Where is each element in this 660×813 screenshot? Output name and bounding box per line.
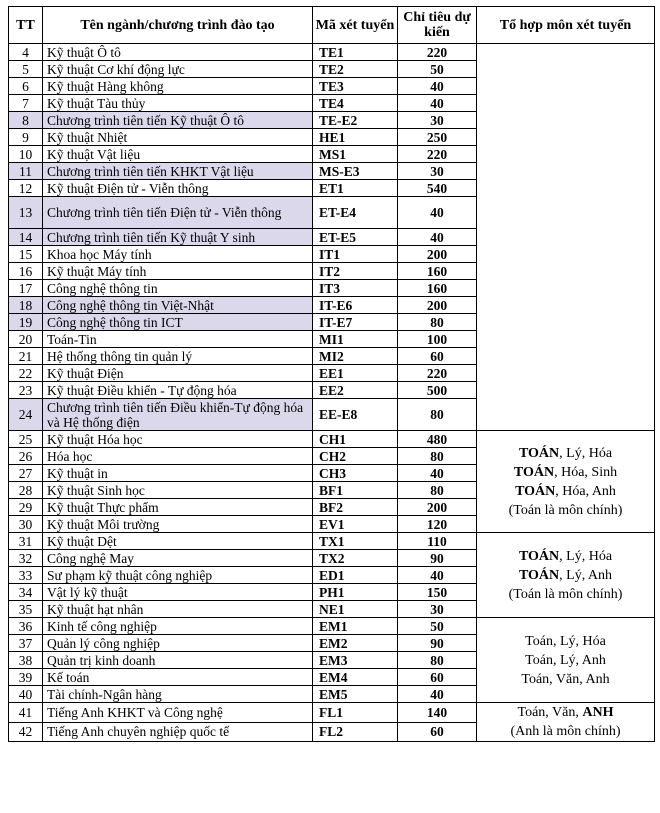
combo-rest: , Hóa, Anh	[555, 483, 616, 499]
row-code: EE2	[313, 382, 398, 399]
combo-main-subject: TOÁN	[518, 567, 560, 583]
combo-note: (Toán là môn chính)	[508, 586, 623, 602]
row-quota: 60	[398, 722, 477, 742]
row-tt: 42	[9, 722, 43, 742]
combo-line	[479, 482, 652, 501]
row-tt: 37	[9, 635, 43, 652]
row-code: TE1	[313, 44, 398, 61]
row-quota: 250	[398, 129, 477, 146]
row-quota: 90	[398, 635, 477, 652]
row-code: MS1	[313, 146, 398, 163]
row-tt: 29	[9, 499, 43, 516]
row-tt: 41	[9, 703, 43, 723]
row-code: CH2	[313, 448, 398, 465]
row-tt: 21	[9, 348, 43, 365]
row-program: Toán-Tin	[43, 331, 313, 348]
row-code: CH1	[313, 431, 398, 448]
row-code: HE1	[313, 129, 398, 146]
row-code: IT3	[313, 280, 398, 297]
row-program: Kỹ thuật Nhiệt	[43, 129, 313, 146]
row-tt: 4	[9, 44, 43, 61]
row-tt: 40	[9, 686, 43, 703]
row-program: Quản trị kinh doanh	[43, 652, 313, 669]
row-quota: 120	[398, 516, 477, 533]
row-quota: 50	[398, 618, 477, 635]
header-tt: TT	[9, 7, 43, 44]
row-tt: 13	[9, 197, 43, 229]
row-quota: 40	[398, 229, 477, 246]
row-quota: 90	[398, 550, 477, 567]
row-tt: 22	[9, 365, 43, 382]
table-row	[9, 533, 655, 550]
row-quota: 140	[398, 703, 477, 723]
row-tt: 24	[9, 399, 43, 431]
row-program: Chương trình tiên tiến Kỹ thuật Y sinh	[43, 229, 313, 246]
row-code: TE-E2	[313, 112, 398, 129]
row-code: ED1	[313, 567, 398, 584]
row-tt: 8	[9, 112, 43, 129]
row-code: BF1	[313, 482, 398, 499]
row-program: Kỹ thuật hạt nhân	[43, 601, 313, 618]
combo-group-chemistry	[477, 431, 655, 533]
combo-line	[479, 566, 652, 585]
row-program: Công nghệ May	[43, 550, 313, 567]
row-program: Kỹ thuật Điện tử - Viễn thông	[43, 180, 313, 197]
row-tt: 33	[9, 567, 43, 584]
combo-group-economics	[477, 618, 655, 703]
row-tt: 38	[9, 652, 43, 669]
row-quota: 200	[398, 246, 477, 263]
table-row	[9, 431, 655, 448]
row-program: Kinh tế công nghiệp	[43, 618, 313, 635]
row-quota: 480	[398, 431, 477, 448]
row-quota: 30	[398, 601, 477, 618]
combo-line	[479, 547, 652, 566]
combo-line	[479, 463, 652, 482]
row-code: FL1	[313, 703, 398, 723]
row-code: NE1	[313, 601, 398, 618]
row-program: Tiếng Anh KHKT và Công nghệ	[43, 703, 313, 723]
row-quota: 30	[398, 112, 477, 129]
combo-rest: , Hóa, Sinh	[554, 464, 618, 480]
row-program: Kỹ thuật in	[43, 465, 313, 482]
row-code: TX1	[313, 533, 398, 550]
row-code: CH3	[313, 465, 398, 482]
row-quota: 80	[398, 482, 477, 499]
row-program: Tiếng Anh chuyên nghiệp quốc tế	[43, 722, 313, 742]
combo-main-subject: TOÁN	[513, 464, 555, 480]
row-tt: 20	[9, 331, 43, 348]
row-quota: 100	[398, 331, 477, 348]
row-program: Kỹ thuật Hàng không	[43, 78, 313, 95]
combo-group-physics	[477, 533, 655, 618]
row-tt: 7	[9, 95, 43, 112]
row-program: Chương trình tiên tiến Kỹ thuật Ô tô	[43, 112, 313, 129]
row-tt: 27	[9, 465, 43, 482]
row-program: Chương trình tiên tiến KHKT Vật liệu	[43, 163, 313, 180]
row-program: Kế toán	[43, 669, 313, 686]
row-tt: 16	[9, 263, 43, 280]
row-code: EM2	[313, 635, 398, 652]
row-code: BF2	[313, 499, 398, 516]
row-tt: 28	[9, 482, 43, 499]
row-tt: 32	[9, 550, 43, 567]
row-code: TE2	[313, 61, 398, 78]
row-quota: 60	[398, 669, 477, 686]
row-code: TX2	[313, 550, 398, 567]
combo-line	[479, 444, 652, 463]
row-quota: 40	[398, 95, 477, 112]
header-code: Mã xét tuyển	[313, 7, 398, 44]
row-code: EE1	[313, 365, 398, 382]
row-code: EM3	[313, 652, 398, 669]
row-program: Kỹ thuật Tàu thủy	[43, 95, 313, 112]
row-quota: 40	[398, 567, 477, 584]
row-code: IT1	[313, 246, 398, 263]
row-code: EM1	[313, 618, 398, 635]
row-quota: 200	[398, 297, 477, 314]
row-program: Kỹ thuật Cơ khí động lực	[43, 61, 313, 78]
row-code: MI2	[313, 348, 398, 365]
combo-main-subject: TOÁN	[518, 548, 560, 564]
row-code: IT-E7	[313, 314, 398, 331]
row-program: Kỹ thuật Điều khiển - Tự động hóa	[43, 382, 313, 399]
row-program: Sư phạm kỹ thuật công nghiệp	[43, 567, 313, 584]
row-tt: 18	[9, 297, 43, 314]
row-code: TE3	[313, 78, 398, 95]
row-program: Kỹ thuật Môi trường	[43, 516, 313, 533]
row-program: Công nghệ thông tin ICT	[43, 314, 313, 331]
row-quota: 220	[398, 146, 477, 163]
row-tt: 14	[9, 229, 43, 246]
row-quota: 80	[398, 448, 477, 465]
row-quota: 540	[398, 180, 477, 197]
combo-main-subject: TOÁN	[515, 483, 556, 499]
admissions-table-container	[8, 6, 655, 742]
row-code: ET-E5	[313, 229, 398, 246]
row-quota: 30	[398, 163, 477, 180]
row-quota: 500	[398, 382, 477, 399]
row-quota: 50	[398, 61, 477, 78]
row-code: FL2	[313, 722, 398, 742]
row-tt: 39	[9, 669, 43, 686]
combo-line: Toán, Lý, Hóa	[525, 633, 606, 649]
row-tt: 15	[9, 246, 43, 263]
row-program: Chương trình tiên tiến Điều khiển-Tự động hóa và Hệ thống điện	[43, 399, 313, 431]
row-code: EM4	[313, 669, 398, 686]
row-tt: 25	[9, 431, 43, 448]
row-code: IT2	[313, 263, 398, 280]
row-quota: 40	[398, 197, 477, 229]
row-quota: 160	[398, 280, 477, 297]
table-row	[9, 44, 655, 61]
row-tt: 10	[9, 146, 43, 163]
row-program: Kỹ thuật Ô tô	[43, 44, 313, 61]
row-program: Kỹ thuật Thực phẩm	[43, 499, 313, 516]
combo-rest: Toán, Văn,	[517, 705, 583, 720]
combo-rest: , Lý, Anh	[559, 567, 613, 583]
row-tt: 12	[9, 180, 43, 197]
row-tt: 6	[9, 78, 43, 95]
combo-note: (Anh là môn chính)	[510, 724, 621, 739]
combo-rest: , Lý, Hóa	[559, 445, 613, 461]
row-quota: 220	[398, 44, 477, 61]
row-quota: 60	[398, 348, 477, 365]
row-quota: 40	[398, 78, 477, 95]
row-tt: 5	[9, 61, 43, 78]
row-program: Hệ thống thông tin quản lý	[43, 348, 313, 365]
admissions-table	[8, 6, 655, 742]
table-row	[9, 703, 655, 723]
row-program: Hóa học	[43, 448, 313, 465]
row-quota: 220	[398, 365, 477, 382]
combo-line: Toán, Lý, Anh	[525, 652, 606, 668]
row-code: MI1	[313, 331, 398, 348]
combo-line	[479, 703, 652, 722]
row-code: EV1	[313, 516, 398, 533]
table-row	[9, 618, 655, 635]
row-tt: 9	[9, 129, 43, 146]
row-program: Công nghệ thông tin	[43, 280, 313, 297]
row-quota: 150	[398, 584, 477, 601]
row-tt: 23	[9, 382, 43, 399]
row-program: Quản lý công nghiệp	[43, 635, 313, 652]
row-code: EM5	[313, 686, 398, 703]
row-tt: 30	[9, 516, 43, 533]
row-program: Kỹ thuật Điện	[43, 365, 313, 382]
row-program: Kỹ thuật Hóa học	[43, 431, 313, 448]
row-quota: 110	[398, 533, 477, 550]
row-tt: 17	[9, 280, 43, 297]
header-quota: Chỉ tiêu dự kiến	[398, 7, 477, 44]
row-program: Kỹ thuật Sinh học	[43, 482, 313, 499]
row-code: ET-E4	[313, 197, 398, 229]
row-code: ET1	[313, 180, 398, 197]
row-quota: 200	[398, 499, 477, 516]
row-tt: 31	[9, 533, 43, 550]
row-program: Khoa học Máy tính	[43, 246, 313, 263]
row-code: MS-E3	[313, 163, 398, 180]
combo-rest: , Lý, Hóa	[559, 548, 613, 564]
combo-main-subject: ANH	[582, 705, 614, 720]
table-header-row	[9, 7, 655, 44]
row-tt: 35	[9, 601, 43, 618]
row-quota: 40	[398, 686, 477, 703]
row-quota: 160	[398, 263, 477, 280]
row-tt: 19	[9, 314, 43, 331]
row-program: Tài chính-Ngân hàng	[43, 686, 313, 703]
row-code: PH1	[313, 584, 398, 601]
row-program: Chương trình tiên tiến Điện tử - Viễn thông	[43, 197, 313, 229]
row-tt: 26	[9, 448, 43, 465]
row-program: Kỹ thuật Dệt	[43, 533, 313, 550]
row-program: Kỹ thuật Vật liệu	[43, 146, 313, 163]
header-combo: Tổ hợp môn xét tuyển	[477, 7, 655, 44]
combo-note: (Toán là môn chính)	[508, 502, 623, 518]
row-tt: 11	[9, 163, 43, 180]
row-code: IT-E6	[313, 297, 398, 314]
combo-line: Toán, Văn, Anh	[521, 671, 610, 687]
combo-cell-empty	[477, 44, 655, 431]
row-quota: 80	[398, 314, 477, 331]
row-program: Công nghệ thông tin Việt-Nhật	[43, 297, 313, 314]
combo-group-english	[477, 703, 655, 742]
row-tt: 34	[9, 584, 43, 601]
row-program: Vật lý kỹ thuật	[43, 584, 313, 601]
header-program: Tên ngành/chương trình đào tạo	[43, 7, 313, 44]
row-tt: 36	[9, 618, 43, 635]
row-quota: 40	[398, 465, 477, 482]
row-quota: 80	[398, 399, 477, 431]
row-quota: 80	[398, 652, 477, 669]
row-code: TE4	[313, 95, 398, 112]
combo-main-subject: TOÁN	[518, 445, 560, 461]
row-program: Kỹ thuật Máy tính	[43, 263, 313, 280]
row-code: EE-E8	[313, 399, 398, 431]
